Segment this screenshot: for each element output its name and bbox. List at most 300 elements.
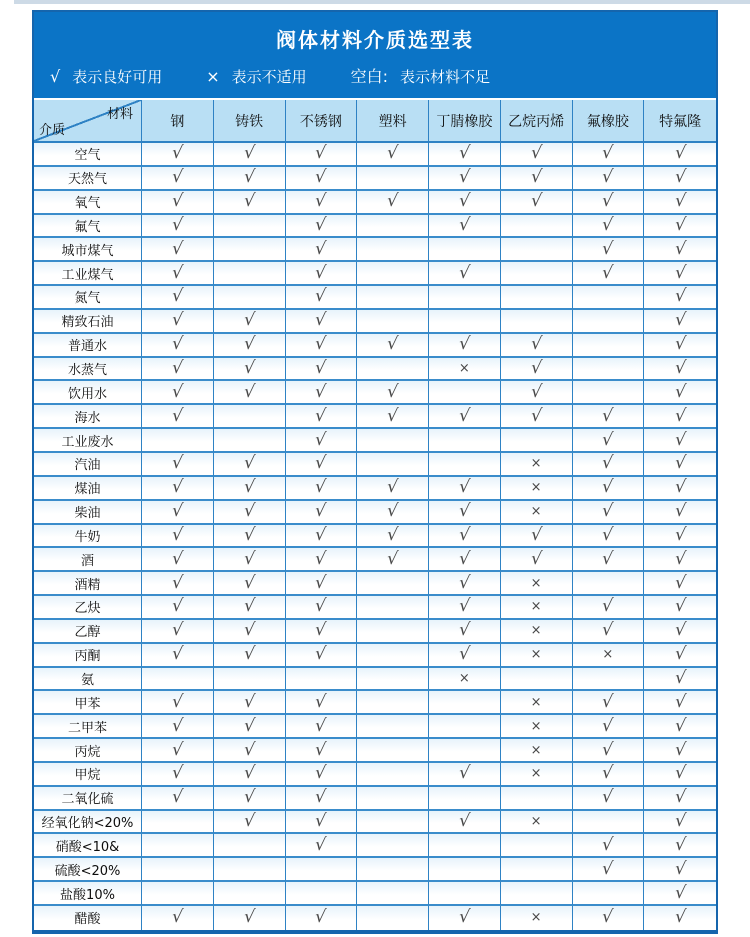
table-cell bbox=[644, 525, 716, 549]
row-label bbox=[34, 548, 142, 572]
cross-mark-icon: × bbox=[206, 67, 220, 86]
table-cell bbox=[286, 834, 358, 858]
check-mark-icon: √ bbox=[170, 286, 184, 307]
table-cell bbox=[286, 310, 358, 334]
table-cell bbox=[573, 882, 645, 906]
check-mark-icon: √ bbox=[673, 667, 687, 688]
table-cell bbox=[429, 262, 501, 286]
check-mark-icon: √ bbox=[170, 477, 184, 498]
check-mark-icon: √ bbox=[242, 167, 256, 188]
table-cell bbox=[644, 668, 716, 692]
table-cell bbox=[286, 811, 358, 835]
row-label bbox=[34, 644, 142, 668]
check-mark-icon: √ bbox=[673, 524, 687, 545]
table-cell bbox=[286, 596, 358, 620]
table-cell bbox=[644, 620, 716, 644]
check-mark-icon: √ bbox=[529, 191, 543, 212]
table-cell bbox=[142, 906, 214, 930]
table-cell bbox=[214, 525, 286, 549]
row-label bbox=[34, 882, 142, 906]
check-mark-icon: √ bbox=[673, 811, 687, 832]
check-mark-icon: √ bbox=[601, 834, 615, 855]
check-mark-icon: √ bbox=[170, 907, 184, 928]
table-cell bbox=[644, 405, 716, 429]
check-mark-icon: √ bbox=[673, 763, 687, 784]
table-cell bbox=[644, 548, 716, 572]
row-label-text: 酒 bbox=[80, 553, 94, 569]
table-cell bbox=[214, 405, 286, 429]
table-cell bbox=[501, 834, 573, 858]
legend bbox=[34, 67, 716, 87]
table-cell bbox=[573, 834, 645, 858]
table-cell bbox=[644, 787, 716, 811]
check-mark-icon: √ bbox=[314, 405, 328, 426]
check-mark-icon: √ bbox=[386, 143, 400, 164]
check-mark-icon: √ bbox=[673, 596, 687, 617]
table-cell bbox=[214, 286, 286, 310]
table-cell bbox=[357, 381, 429, 405]
row-label-text: 酒精 bbox=[74, 577, 101, 593]
table-cell bbox=[357, 572, 429, 596]
check-mark-icon: √ bbox=[314, 238, 328, 259]
row-label bbox=[34, 501, 142, 525]
check-mark-icon: √ bbox=[601, 405, 615, 426]
table-cell bbox=[214, 715, 286, 739]
table-cell bbox=[644, 834, 716, 858]
table-cell bbox=[357, 286, 429, 310]
table-cell bbox=[573, 787, 645, 811]
row-label-text: 二氧化硫 bbox=[61, 792, 114, 808]
row-label-text: 海水 bbox=[74, 410, 101, 426]
check-mark-icon: √ bbox=[673, 334, 687, 355]
table-cell bbox=[286, 668, 358, 692]
check-mark-icon: √ bbox=[242, 334, 256, 355]
check-mark-icon: √ bbox=[170, 214, 184, 235]
table-cell bbox=[644, 453, 716, 477]
check-mark-icon: √ bbox=[601, 453, 615, 474]
check-mark-icon: √ bbox=[242, 381, 256, 402]
check-mark-icon: √ bbox=[529, 524, 543, 545]
table-cell bbox=[214, 691, 286, 715]
check-mark-icon: √ bbox=[673, 286, 687, 307]
row-label-text: 甲苯 bbox=[74, 696, 101, 712]
header-row bbox=[34, 100, 716, 143]
check-mark-icon: √ bbox=[170, 381, 184, 402]
table-cell bbox=[286, 548, 358, 572]
cross-mark-icon: × bbox=[530, 575, 542, 591]
table-cell bbox=[357, 167, 429, 191]
legend-check bbox=[50, 67, 162, 87]
table-cell bbox=[142, 572, 214, 596]
row-label bbox=[34, 811, 142, 835]
cross-mark-icon: × bbox=[530, 504, 542, 520]
table-cell bbox=[429, 620, 501, 644]
row-label-text: 乙炔 bbox=[74, 601, 101, 617]
check-mark-icon: √ bbox=[457, 644, 471, 665]
table-cell bbox=[573, 429, 645, 453]
table-cell bbox=[429, 286, 501, 310]
legend-check-label: 表示良好可用 bbox=[72, 68, 163, 86]
column-header: 铸铁 bbox=[214, 100, 286, 143]
column-header: 氟橡胶 bbox=[573, 100, 645, 143]
column-header: 乙烷丙烯 bbox=[501, 100, 573, 143]
table-cell bbox=[214, 238, 286, 262]
table-cell bbox=[429, 739, 501, 763]
table-cell bbox=[357, 811, 429, 835]
table-cell bbox=[573, 501, 645, 525]
check-mark-icon: √ bbox=[242, 596, 256, 617]
check-mark-icon: √ bbox=[242, 739, 256, 760]
table-cell bbox=[644, 644, 716, 668]
check-mark-icon: √ bbox=[601, 524, 615, 545]
check-mark-icon: √ bbox=[457, 811, 471, 832]
check-mark-icon: √ bbox=[314, 524, 328, 545]
table-cell bbox=[573, 477, 645, 501]
cross-mark-icon: × bbox=[530, 647, 542, 663]
check-mark-icon: √ bbox=[386, 501, 400, 522]
row-label bbox=[34, 358, 142, 382]
row-label-text: 甲烷 bbox=[74, 768, 101, 784]
row-label bbox=[34, 668, 142, 692]
table-cell bbox=[214, 167, 286, 191]
cross-mark-icon: × bbox=[458, 670, 470, 686]
row-label-text: 城市煤气 bbox=[61, 243, 114, 259]
check-mark-icon: √ bbox=[673, 858, 687, 879]
row-label-text: 丙酮 bbox=[74, 649, 101, 665]
table-cell bbox=[429, 644, 501, 668]
table-cell bbox=[573, 858, 645, 882]
row-label-text: 盐酸10% bbox=[60, 887, 115, 903]
table-cell bbox=[501, 858, 573, 882]
column-header: 钢 bbox=[142, 100, 214, 143]
table-cell bbox=[214, 644, 286, 668]
row-label bbox=[34, 262, 142, 286]
table-cell bbox=[286, 644, 358, 668]
table-cell bbox=[644, 429, 716, 453]
table-cell bbox=[214, 477, 286, 501]
check-mark-icon: √ bbox=[457, 596, 471, 617]
table-cell bbox=[644, 334, 716, 358]
table-cell bbox=[573, 381, 645, 405]
check-mark-icon: √ bbox=[673, 834, 687, 855]
table-cell bbox=[286, 763, 358, 787]
top-strip bbox=[14, 0, 750, 4]
table-cell bbox=[429, 882, 501, 906]
table-cell bbox=[286, 358, 358, 382]
table-cell bbox=[357, 644, 429, 668]
table-cell bbox=[142, 429, 214, 453]
check-mark-icon: √ bbox=[242, 501, 256, 522]
table-cell bbox=[214, 811, 286, 835]
check-mark-icon: √ bbox=[242, 358, 256, 379]
table-cell bbox=[214, 429, 286, 453]
table-cell bbox=[429, 143, 501, 167]
cross-mark-icon: × bbox=[458, 361, 470, 377]
check-mark-icon: √ bbox=[601, 691, 615, 712]
table-cell bbox=[357, 310, 429, 334]
table-cell bbox=[573, 143, 645, 167]
table-cell bbox=[429, 858, 501, 882]
table-cell bbox=[142, 858, 214, 882]
table-cell bbox=[644, 572, 716, 596]
check-mark-icon: √ bbox=[673, 310, 687, 331]
cross-mark-icon: × bbox=[530, 480, 542, 496]
row-label bbox=[34, 429, 142, 453]
check-mark-icon: √ bbox=[673, 429, 687, 450]
table-cell bbox=[214, 215, 286, 239]
table-cell bbox=[501, 525, 573, 549]
table-cell bbox=[501, 381, 573, 405]
check-mark-icon: √ bbox=[170, 787, 184, 808]
table-cell bbox=[501, 191, 573, 215]
check-mark-icon: √ bbox=[314, 596, 328, 617]
check-mark-icon: √ bbox=[601, 907, 615, 928]
table-cell bbox=[142, 167, 214, 191]
table-cell bbox=[142, 882, 214, 906]
table-cell bbox=[429, 381, 501, 405]
table-cell bbox=[644, 858, 716, 882]
table-cell bbox=[644, 477, 716, 501]
check-mark-icon: √ bbox=[386, 334, 400, 355]
check-mark-icon: √ bbox=[314, 834, 328, 855]
table-cell bbox=[142, 620, 214, 644]
row-label bbox=[34, 191, 142, 215]
check-mark-icon: √ bbox=[242, 143, 256, 164]
check-mark-icon: √ bbox=[673, 907, 687, 928]
check-mark-icon: √ bbox=[601, 191, 615, 212]
table-cell bbox=[286, 906, 358, 930]
table-cell bbox=[357, 238, 429, 262]
check-mark-icon: √ bbox=[170, 691, 184, 712]
table-cell bbox=[501, 215, 573, 239]
check-mark-icon: √ bbox=[529, 381, 543, 402]
table-cell bbox=[644, 882, 716, 906]
check-mark-icon: √ bbox=[529, 334, 543, 355]
table-cell bbox=[142, 262, 214, 286]
check-mark-icon: √ bbox=[673, 501, 687, 522]
table-cell bbox=[142, 834, 214, 858]
check-mark-icon: √ bbox=[314, 548, 328, 569]
row-label bbox=[34, 167, 142, 191]
table-cell bbox=[429, 501, 501, 525]
table-cell bbox=[573, 596, 645, 620]
row-label bbox=[34, 381, 142, 405]
check-mark-icon: √ bbox=[457, 620, 471, 641]
check-mark-icon: √ bbox=[314, 143, 328, 164]
table-cell bbox=[573, 215, 645, 239]
table-cell bbox=[142, 238, 214, 262]
check-mark-icon: √ bbox=[170, 715, 184, 736]
table-cell bbox=[644, 143, 716, 167]
table-cell bbox=[501, 715, 573, 739]
table-cell bbox=[644, 811, 716, 835]
table-cell bbox=[644, 739, 716, 763]
check-mark-icon: √ bbox=[673, 739, 687, 760]
table-cell bbox=[501, 477, 573, 501]
cross-mark-icon: × bbox=[530, 599, 542, 615]
table-cell bbox=[501, 882, 573, 906]
table-cell bbox=[142, 668, 214, 692]
table-cell bbox=[357, 191, 429, 215]
check-mark-icon: √ bbox=[170, 143, 184, 164]
row-label bbox=[34, 215, 142, 239]
cross-mark-icon: × bbox=[530, 742, 542, 758]
corner-cell bbox=[34, 100, 142, 143]
row-label-text: 氮气 bbox=[74, 291, 101, 307]
row-label-text: 汽油 bbox=[74, 458, 101, 474]
check-mark-icon: √ bbox=[314, 167, 328, 188]
legend-blank-label: 表示材料不足 bbox=[400, 68, 491, 86]
table-cell bbox=[644, 358, 716, 382]
table-cell bbox=[286, 143, 358, 167]
table-cell bbox=[644, 906, 716, 930]
table-cell bbox=[214, 358, 286, 382]
table-cell bbox=[501, 668, 573, 692]
check-mark-icon: √ bbox=[529, 358, 543, 379]
table-cell bbox=[214, 787, 286, 811]
table-cell bbox=[429, 834, 501, 858]
table-cell bbox=[357, 715, 429, 739]
column-header: 丁腈橡胶 bbox=[429, 100, 501, 143]
check-mark-icon: √ bbox=[601, 858, 615, 879]
cross-mark-icon: × bbox=[530, 623, 542, 639]
table-cell bbox=[286, 238, 358, 262]
table-cell bbox=[286, 334, 358, 358]
check-mark-icon: √ bbox=[170, 644, 184, 665]
table-cell bbox=[429, 215, 501, 239]
table-cell bbox=[357, 739, 429, 763]
table-cell bbox=[357, 906, 429, 930]
table-cell bbox=[644, 286, 716, 310]
table-cell bbox=[501, 501, 573, 525]
table-cell bbox=[573, 310, 645, 334]
table-cell bbox=[573, 763, 645, 787]
check-mark-icon: √ bbox=[601, 214, 615, 235]
check-mark-icon: √ bbox=[314, 501, 328, 522]
table-cell bbox=[142, 477, 214, 501]
table-cell bbox=[286, 787, 358, 811]
table-cell bbox=[644, 191, 716, 215]
check-mark-icon: √ bbox=[170, 405, 184, 426]
table-cell bbox=[501, 310, 573, 334]
table-cell bbox=[573, 238, 645, 262]
check-mark-icon: √ bbox=[601, 739, 615, 760]
table-cell bbox=[573, 906, 645, 930]
row-label-text: 氟气 bbox=[74, 219, 101, 235]
check-mark-icon: √ bbox=[457, 572, 471, 593]
table-cell bbox=[429, 167, 501, 191]
row-label bbox=[34, 525, 142, 549]
row-label-text: 水蒸气 bbox=[67, 363, 107, 379]
table-cell bbox=[142, 763, 214, 787]
table-cell bbox=[286, 620, 358, 644]
table-cell bbox=[573, 262, 645, 286]
table-cell bbox=[429, 310, 501, 334]
cross-mark-icon: × bbox=[530, 718, 542, 734]
row-label-text: 硝酸<10& bbox=[55, 839, 120, 855]
table-cell bbox=[501, 358, 573, 382]
table-cell bbox=[214, 501, 286, 525]
check-mark-icon: √ bbox=[386, 381, 400, 402]
check-mark-icon: √ bbox=[601, 763, 615, 784]
check-mark-icon: √ bbox=[314, 739, 328, 760]
table-cell bbox=[429, 668, 501, 692]
table-cell bbox=[142, 548, 214, 572]
table-cell bbox=[501, 143, 573, 167]
check-mark-icon: √ bbox=[529, 167, 543, 188]
table-cell bbox=[286, 691, 358, 715]
check-mark-icon: √ bbox=[601, 596, 615, 617]
check-mark-icon: √ bbox=[170, 453, 184, 474]
table-cell bbox=[357, 882, 429, 906]
table-cell bbox=[573, 572, 645, 596]
cross-mark-icon: × bbox=[530, 910, 542, 926]
table-cell bbox=[214, 834, 286, 858]
check-mark-icon: √ bbox=[601, 167, 615, 188]
table-cell bbox=[501, 238, 573, 262]
blank-symbol: 空白: bbox=[350, 67, 389, 86]
check-mark-icon: √ bbox=[457, 167, 471, 188]
check-mark-icon: √ bbox=[457, 262, 471, 283]
check-mark-icon: √ bbox=[673, 238, 687, 259]
table-cell bbox=[142, 215, 214, 239]
table-cell bbox=[429, 763, 501, 787]
check-mark-icon: √ bbox=[242, 453, 256, 474]
table-cell bbox=[429, 787, 501, 811]
check-mark-icon: √ bbox=[314, 715, 328, 736]
row-label bbox=[34, 787, 142, 811]
row-label bbox=[34, 763, 142, 787]
check-mark-icon: √ bbox=[314, 214, 328, 235]
row-label-text: 牛奶 bbox=[74, 529, 101, 545]
check-mark-icon: √ bbox=[673, 644, 687, 665]
table-cell bbox=[573, 191, 645, 215]
check-mark-icon: √ bbox=[314, 429, 328, 450]
table-cell bbox=[286, 167, 358, 191]
table-cell bbox=[286, 525, 358, 549]
table-cell bbox=[573, 334, 645, 358]
check-mark-icon: √ bbox=[673, 787, 687, 808]
check-mark-icon: √ bbox=[673, 691, 687, 712]
table-cell bbox=[142, 358, 214, 382]
table-cell bbox=[357, 429, 429, 453]
check-mark-icon: √ bbox=[314, 191, 328, 212]
check-mark-icon: √ bbox=[170, 358, 184, 379]
page-title: 阀体材料介质选型表 bbox=[276, 28, 474, 52]
column-header: 特氟隆 bbox=[644, 100, 716, 143]
table-cell bbox=[214, 668, 286, 692]
check-mark-icon: √ bbox=[457, 501, 471, 522]
table-cell bbox=[286, 286, 358, 310]
table-cell bbox=[142, 715, 214, 739]
table-cell bbox=[357, 358, 429, 382]
table-cell bbox=[501, 906, 573, 930]
table-cell bbox=[214, 310, 286, 334]
table-cell bbox=[357, 668, 429, 692]
table-cell bbox=[357, 834, 429, 858]
check-mark-icon: √ bbox=[314, 358, 328, 379]
table-cell bbox=[357, 858, 429, 882]
check-mark-icon: √ bbox=[673, 191, 687, 212]
check-mark-icon: √ bbox=[242, 907, 256, 928]
table-cell bbox=[644, 596, 716, 620]
check-mark-icon: √ bbox=[457, 548, 471, 569]
check-mark-icon: √ bbox=[314, 286, 328, 307]
table-cell bbox=[501, 691, 573, 715]
table-cell bbox=[429, 906, 501, 930]
table-cell bbox=[357, 215, 429, 239]
table-cell bbox=[644, 501, 716, 525]
